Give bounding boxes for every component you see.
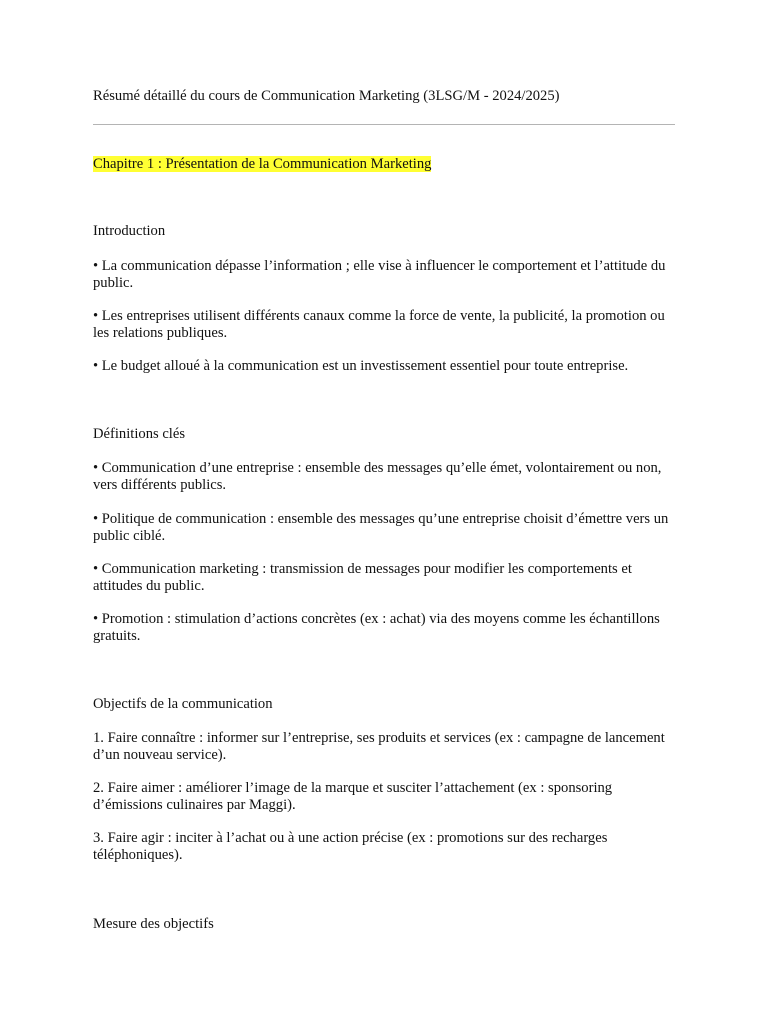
objective-item-3: 3. Faire agir : inciter à l’achat ou à une action précise (ex : promotions sur des recharges téléphoniques). [93, 830, 608, 863]
document-title: Résumé détaillé du cours de Communication Marketing (3LSG/M - 2024/2025) [93, 88, 560, 104]
definition-item-2: • Politique de communication : ensemble des messages qu’une entreprise choisit d’émettre vers un public ciblé. [93, 511, 669, 544]
intro-item-1: • La communication dépasse l’information ; elle vise à influencer le comportement et l’attitude du public. [93, 258, 666, 291]
horizontal-divider [93, 124, 675, 125]
definition-item-4: • Promotion : stimulation d’actions concrètes (ex : achat) via des moyens comme les échantillons gratuits. [93, 611, 660, 644]
section-heading-introduction: Introduction [93, 223, 166, 239]
chapter-heading-highlight: Chapitre 1 : Présentation de la Communication Marketing [93, 156, 432, 172]
section-heading-definitions: Définitions clés [93, 426, 186, 442]
objective-item-1: 1. Faire connaître : informer sur l’entreprise, ses produits et services (ex : campagne de lancement d’un nouveau service). [93, 730, 665, 763]
objective-item-2: 2. Faire aimer : améliorer l’image de la marque et susciter l’attachement (ex : sponsoring d’émissions culinaires par Maggi). [93, 780, 613, 813]
intro-item-2: • Les entreprises utilisent différents canaux comme la force de vente, la publicité, la promotion ou les relations publiques. [93, 308, 665, 341]
definition-item-1: • Communication d’une entreprise : ensemble des messages qu’elle émet, volontairement ou non, vers différents publics. [93, 460, 662, 493]
intro-item-3: • Le budget alloué à la communication est un investissement essentiel pour toute entreprise. [93, 358, 629, 374]
chapter-heading [93, 155, 431, 173]
section-heading-objectives: Objectifs de la communication [93, 696, 273, 712]
section-heading-measure: Mesure des objectifs [93, 916, 214, 932]
definition-item-3: • Communication marketing : transmission de messages pour modifier les comportements et attitudes du public. [93, 561, 632, 594]
document-page [93, 0, 677, 1024]
